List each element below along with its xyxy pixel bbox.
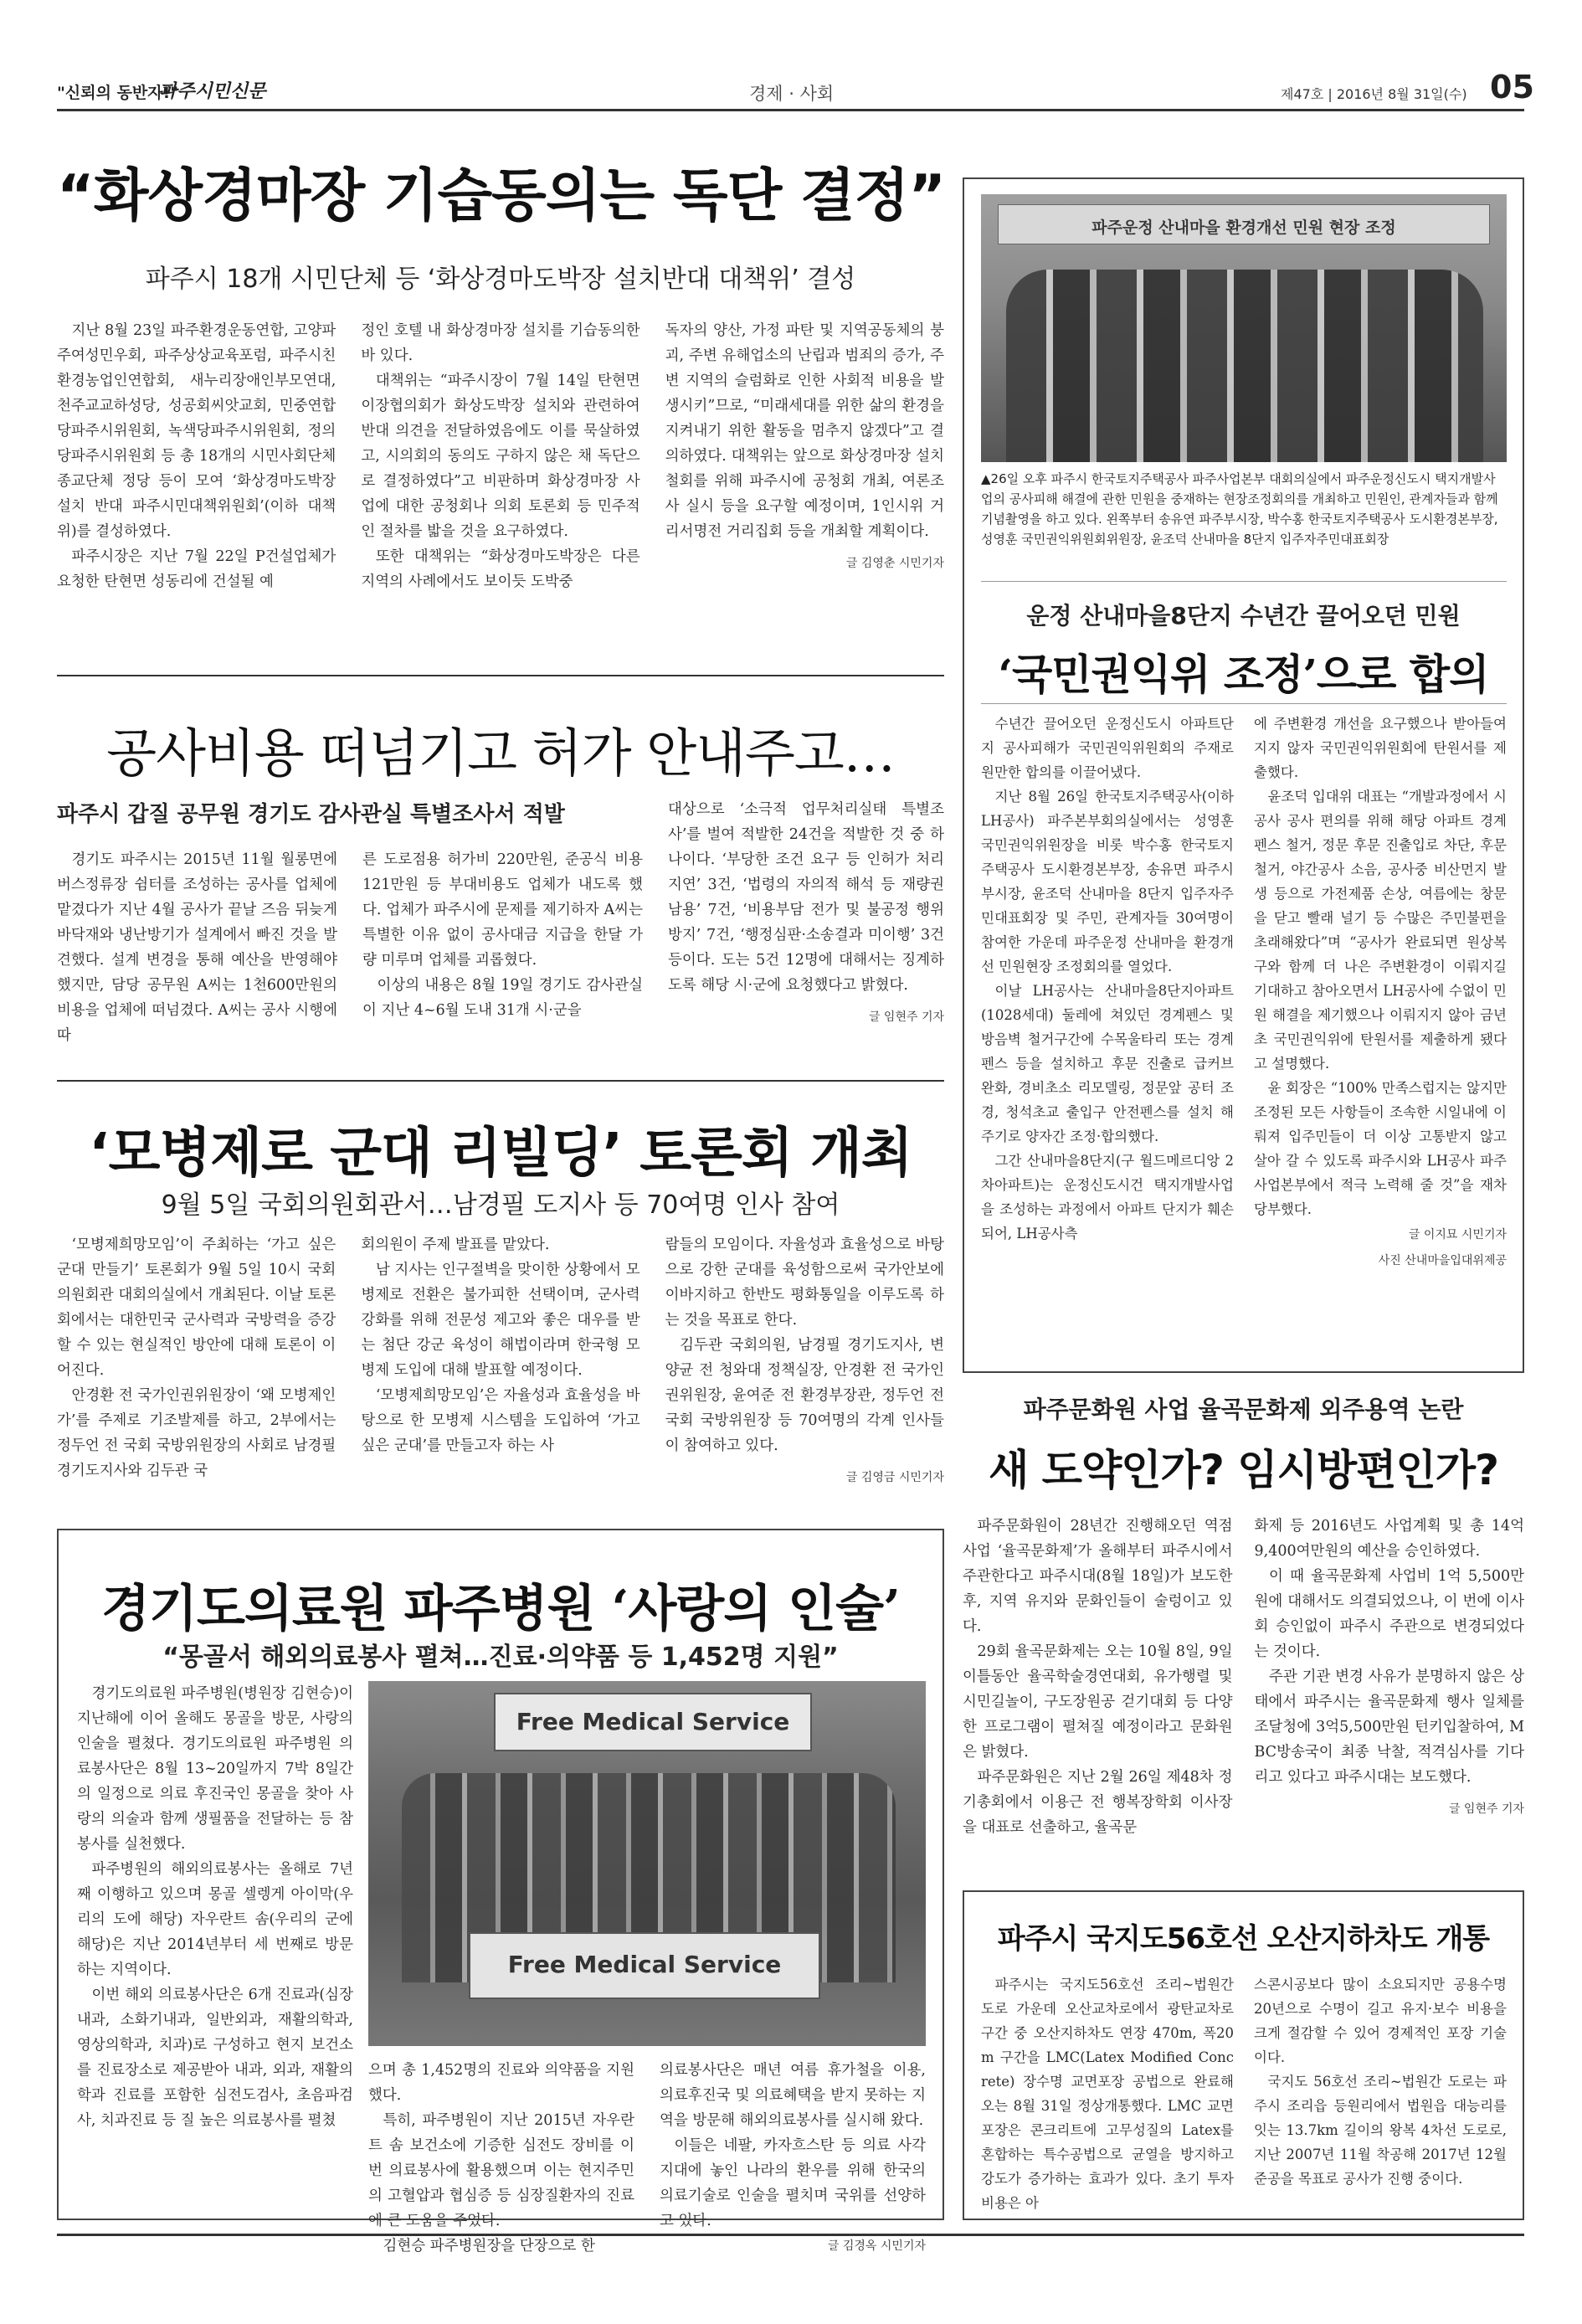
body-column: [981, 1972, 1234, 2215]
article-body: [57, 1232, 944, 1517]
paragraph: 남 지사는 인구절벽을 맞이한 상황에서 모병제로 전환은 불가피한 선택이며, 군사력 강화를 위해 전문성 제고와 좋은 대우를 받는 첨단 강군 육성이 해법이라며 한국형 모병제 도입에 대해 발표할 예정이다.: [361, 1262, 640, 1379]
paragraph: 정인 호텔 내 화상경마장 설치를 기습동의한 바 있다.: [361, 322, 640, 364]
body-column: [668, 797, 944, 1065]
body-column: [368, 2058, 634, 2255]
paragraph: 파주시는 국지도56호선 조리~법원간 도로 가운데 오산교차로에서 광탄교차로 구간 중 오산지하차도 연장 470m, 폭20m 구간을 LMC(Latex Modified Concrete) 장수명 교면포장 공법으로 완료해 오는 8월 31일 정상개통했다. LMC 교면포장은 콘크리트에 고무성질의 Latex를 혼합하는 특수공법으로 균열을 방지하고 강도가 증가하는 효과가 있다. 초기 투자비용은 아: [981, 1977, 1234, 2211]
body-column: [77, 1681, 353, 2213]
body-column: [1254, 1972, 1507, 2215]
paragraph: 파주문화원이 28년간 진행해오던 역점사업 ‘율곡문화제’가 올해부터 파주시에서 주관한다고 파주시대(8월 18일)가 보도한 후, 지역 유지와 문화인들이 술렁이고 있다.: [963, 1518, 1233, 1635]
paragraph: 의료봉사단은 매년 여름 휴가철을 이용, 의료후진국 및 의료혜택을 받지 못하는 지역을 방문해 해외의료봉사를 실시해 왔다.: [660, 2062, 926, 2129]
paragraph: 김현승 파주병원장을 단장으로 한: [383, 2238, 595, 2255]
paragraph: ‘모병제희망모임’은 자율성과 효율성을 바탕으로 한 모병제 시스템을 도입하여 ‘가고 싶은 군대’를 만들고자 하는 사: [361, 1387, 640, 1454]
article-yulgok-festival: [963, 1388, 1524, 1882]
body-column: [981, 712, 1234, 1348]
paragraph: ‘모병제희망모임’이 주최하는 ‘가고 싶은 군대 만들기’ 토론회가 9월 5일 10시 국회의원회관 대회의실에서 개최된다. 이날 토론회에서는 대한민국 군사력과 국방력을 증강할 수 있는 현실적인 방안에 대해 토론이 이어진다.: [57, 1237, 336, 1379]
paragraph: 이날 LH공사는 산내마을8단지아파트(1028세대) 둘레에 쳐있던 경계펜스 및 방음벽 철거구간에 수목울타리 또는 경계펜스 등을 설치하고 후문 진출로 급커브 완화, 경비초소 리모델링, 정문앞 공터 조경, 청석초교 출입구 안전펜스를 설치 해주기로 양자간 조정·합의했다.: [981, 983, 1234, 1144]
masthead-rule: [57, 109, 1524, 111]
divider: [981, 703, 1507, 704]
article-underpass-opening: [963, 1890, 1524, 2220]
banner-text: Free Medical Service: [516, 1708, 790, 1735]
paragraph: 안경환 전 국가인권위원장이 ‘왜 모병제인가’를 주제로 기조발제를 하고, 2부에서는 정두언 전 국회 국방위원장의 사회로 남경필 경기도지사와 김두관 국: [57, 1387, 336, 1479]
article-headline: 새 도약인가? 임시방편인가?: [988, 1446, 1499, 1494]
paragraph: 이 때 율곡문화제 사업비 1억 5,500만 원에 대해서도 의결되었으나, 이 번에 이사회 승인없이 파주시 주관으로 변경되었다는 것이다.: [1254, 1568, 1524, 1660]
banner-text: 파주운정 산내마을 환경개선 민원 현장 조정: [1091, 219, 1396, 237]
people: [1006, 270, 1483, 462]
body-column: [361, 318, 639, 636]
issue-info: 제47호 | 2016년 8월 31일(수): [1281, 86, 1467, 102]
paragraph: 그간 산내마을8단지(구 월드메르디앙 2차아파트)는 운정신도시건 택지개발사업을 조성하는 과정에서 아파트 단지가 훼손되어, LH공사측: [981, 1153, 1234, 1242]
masthead-slogan: "신뢰의 동반자!": [57, 84, 179, 102]
divider: [57, 675, 944, 676]
body-column: [665, 318, 944, 636]
paragraph: 독자의 양산, 가정 파탄 및 지역공동체의 붕괴, 주변 유해업소의 난립과 범죄의 증가, 주변 지역의 슬럼화로 인한 사회적 비용을 발생시키”므로, “미래세대를 위한 삶의 환경을 지켜내기 위한 활동을 멈추지 않겠다”고 결의하였다. 대책위는 앞으로 화상경마장 설치 철회를 위해 파주시에 공청회 개최, 여론조사 실시 등을 요구할 예정이며, 1인시위 거리서명전 거리집회 등을 개최할 계획이다.: [665, 322, 944, 540]
paragraph: 특히, 파주병원이 지난 2015년 자우란트 솜 보건소에 기증한 심전도 장비를 이번 의료봉사에 활용했으며 이는 현지주민의 고혈압과 협심증 등 심장질환자의 진료에 큰 도움을 주었다.: [368, 2112, 634, 2229]
byline: 글 임현주 기자: [868, 1010, 944, 1024]
article-construction-cost: [57, 680, 944, 1073]
article-headline: 경기도의료원 파주병원 ‘사랑의 인술’: [101, 1580, 900, 1638]
article-civil-complaint: [963, 177, 1524, 1373]
paragraph: 주관 기관 변경 사유가 분명하지 않은 상태에서 파주시는 율곡문화제 행사 일체를 조달청에 3억5,500만원 턴키입찰하여, MBC방송국이 최종 낙찰, 적격심사를 기다리고 있다고 파주시대는 보도했다.: [1254, 1668, 1524, 1786]
article-headline: 파주시 국지도56호선 오산지하차도 개통: [997, 1922, 1490, 1956]
article-medical-service: [57, 1529, 944, 2255]
paragraph: 경기도 파주시는 2015년 11월 월롱면에 버스정류장 쉼터를 조성하는 공사를 업체에 맡겼다가 지난 4월 공사가 끝날 즈음 뒤늦게 바닥재와 냉난방기가 설계에서 빠진 것을 발견했다. 설계 변경을 통해 예산을 반영해야 했지만, 담당 공무원 A씨는 1천600만원의 비용을 업체에 떠넘겼다. A씨는 공사 시행에 따: [57, 851, 337, 1044]
masthead-paper-name: 파주시민신문: [159, 80, 266, 102]
paragraph: 대상으로 ‘소극적 업무처리실태 특별조사’를 벌여 적발한 24건을 적발한 것 중 하나이다. ‘부당한 조건 요구 등 인허가 처리 지연’ 3건, ‘법령의 자의적 해석 등 재량권 남용’ 7건, ‘비용부담 전가 및 불공정 행위 방지’ 7건, ‘행정심판·소송결과 미이행’ 3건 등이다. 도는 5건 12명에 대해서는 징계하도록 해당 시·군에 요청했다고 밝혔다.: [668, 801, 944, 994]
paragraph: 지난 8월 23일 파주환경운동연합, 고양파주여성민우회, 파주상상교육포럼, 파주시친환경농업인연합회, 새누리장애인부모연대, 천주교교하성당, 성공회씨앗교회, 민중연합당파주시위원회, 녹색당파주시위원회, 정의당파주시위원회 등 총 18개의 시민사회단체 종교단체 정당 등이 모여 ‘화상경마도박장 설치 반대 파주시민대책위원회’(이하 대책위)를 결성하였다.: [57, 322, 336, 540]
section-label: 경제 · 사회: [749, 84, 835, 104]
body-column: [362, 847, 643, 1065]
body-column: [57, 318, 336, 636]
paragraph: 에 주변환경 개선을 요구했으나 받아들여지지 않자 국민권익위원회에 탄원서를 제출했다.: [1254, 716, 1507, 780]
paragraph: 른 도로점용 허가비 220만원, 준공식 비용 121만원 등 부대비용도 업체가 내도록 했다. 업체가 파주시에 문제를 제기하자 A씨는 특별한 이유 없이 공사대금 지급을 한달 가량 미루며 업체를 괴롭혔다.: [362, 851, 643, 969]
article-headline: 공사비용 떠넘기고 허가 안내주고…: [106, 722, 895, 784]
paragraph: 이상의 내용은 8월 19일 경기도 감사관실이 지난 4~6월 도내 31개 시·군을: [362, 977, 643, 1019]
banner-text: Free Medical Service: [507, 1951, 782, 1978]
byline: 글 임현주 기자: [1448, 1802, 1524, 1816]
banner: [494, 1693, 812, 1751]
body-column: [1254, 712, 1507, 1348]
article-conscription-forum: [57, 1085, 944, 1520]
banner: [998, 204, 1490, 244]
body-column: [57, 1232, 336, 1517]
paragraph: 파주병원의 해외의료봉사는 올해로 7년째 이행하고 있으며 몽골 셀렝게 아이막(우리의 도에 해당) 자우란트 솜(우리의 군에 해당)은 지난 2014년부터 세 번째로 방문하는 지역이다.: [77, 1861, 353, 1978]
ceremony-photo: [981, 194, 1507, 462]
paragraph: 수년간 끌어오던 운정신도시 아파트단지 공사피해가 국민권익위원회의 주재로 원만한 합의를 이끌어냈다.: [981, 716, 1234, 780]
paragraph: 윤 회장은 “100% 만족스럽지는 않지만 조정된 모든 사항들이 조속한 시일내에 이뤄져 입주민들이 더 이상 고통받지 않고 살아 갈 수 있도록 파주시와 LH공사 파주사업본부에서 적극 노력해 줄 것”을 재차 당부했다.: [1254, 1080, 1507, 1217]
article-headline: “화상경마장 기습동의는 독단 결정”: [57, 163, 946, 229]
body-column: [361, 1232, 639, 1517]
divider: [57, 1080, 944, 1082]
article-headline: ‘모병제로 군대 리빌딩’ 토론회 개최: [89, 1123, 912, 1185]
article-body: [57, 847, 643, 1065]
byline: 글 김영춘 시민기자: [845, 557, 944, 570]
article-body: [981, 1972, 1507, 2215]
byline: 글 김영금 시민기자: [845, 1471, 944, 1484]
footer-rule: [57, 2234, 1524, 2236]
paragraph: 29회 율곡문화제는 오는 10월 8일, 9일 이틀동안 율곡학술경연대회, 유가행렬 및 시민길놀이, 구도장원공 걷기대회 등 다양한 프로그램이 펼쳐질 예정이라고 문화원은 밝혔다.: [963, 1643, 1233, 1761]
article-kicker: 파주문화원 사업 율곡문화제 외주용역 논란: [1023, 1396, 1464, 1423]
paragraph: 국지도 56호선 조리~법원간 도로는 파주시 조리읍 등원리에서 법원읍 대능리를 잇는 13.7km 길이의 왕복 4차선 도로로, 지난 2007년 11월 착공해 2017년 12월 준공을 목표로 공사가 진행 중이다.: [1254, 2074, 1507, 2187]
article-subhead: 파주시 갑질 공무원 경기도 감사관실 특별조사서 적발: [57, 802, 565, 827]
paragraph: 또한 대책위는 “화상경마도박장은 다른 지역의 사례에서도 보이듯 도박중: [361, 548, 640, 590]
photo-credit: 사진 산내마을입대위제공: [1378, 1254, 1507, 1267]
photo-caption: ▲26일 오후 파주시 한국토지주택공사 파주사업본부 대회의실에서 파주운정신도시 택지개발사업의 공사피해 해결에 관한 민원을 중재하는 현장조정회의를 개최하고 민원인, 관계자들과 함께 기념촬영을 하고 있다. 왼쪽부터 송유연 파주부시장, 박수홍 한국토지주택공사 도시환경본부장, 성영훈 국민권익위원회위원장, 윤조덕 산내마을 8단지 입주자주민대표회장: [981, 471, 1498, 547]
article-subhead: “몽골서 해외의료봉사 펼쳐…진료·의약품 등 1,452명 지원”: [162, 1643, 839, 1672]
paragraph: 파주시장은 지난 7월 22일 P건설업체가 요청한 탄현면 성동리에 건설될 예: [57, 548, 336, 590]
byline: 글 김경옥 시민기자: [827, 2239, 926, 2253]
paragraph: 윤조덕 입대위 대표는 “개발과정에서 시공사 공사 편의를 위해 해당 아파트 경계펜스 철거, 정문 후문 진출입로 차단, 후문 철거, 야간공사 소음, 공사중 비산먼지 발생 등으로 가전제품 손상, 여름에는 창문을 닫고 빨래 널기 등 수많은 주민불편을 초래해왔다”며 “공사가 완료되면 원상복구와 함께 더 나은 주변환경이 이뤄지길 기대하고 참아오면서 LH공사에 수없이 민원 해결을 제기했으나 이뤄지지 않아 금년 초 국민권익위에 탄원서를 제출하게 됐다고 설명했다.: [1254, 789, 1507, 1072]
paragraph: 스콘시공보다 많이 소요되지만 공용수명 20년으로 수명이 길고 유지·보수 비용을 크게 절감할 수 있어 경제적인 포장 기술이다.: [1254, 1977, 1507, 2065]
paragraph: 김두관 국회의원, 남경필 경기도지사, 변양균 전 청와대 정책실장, 안경환 전 국가인권위원장, 윤여준 전 환경부장관, 정두언 전 국회 국방위원장 등 70여명의 각계 인사들이 참여하고 있다.: [665, 1337, 944, 1454]
article-body: [368, 2058, 926, 2255]
body-column: [665, 1232, 944, 1517]
banner: [469, 1932, 820, 1999]
body-column: [57, 847, 337, 1065]
article-body: [57, 318, 944, 636]
paragraph: 화제 등 2016년도 사업계획 및 총 14억 9,400여만원의 예산을 승인하였다.: [1254, 1518, 1524, 1560]
article-kicker: 운정 산내마을8단지 수년간 끌어오던 민원: [1026, 602, 1461, 630]
divider: [981, 581, 1507, 582]
body-column: [660, 2058, 926, 2253]
paragraph: 파주문화원은 지난 2월 26일 제48차 정기총회에서 이용근 전 행복장학회 이사장을 대표로 선출하고, 율곡문: [963, 1769, 1233, 1836]
article-body: [981, 712, 1507, 1348]
paragraph: 으며 총 1,452명의 진료와 의약품을 지원했다.: [368, 2062, 634, 2104]
byline: 글 이지묘 시민기자: [1408, 1228, 1507, 1242]
article-horse-racing: [57, 117, 944, 653]
body-column: [963, 1514, 1233, 1865]
article-subhead: 9월 5일 국회의원회관서…남경필 도지사 등 70여명 인사 참여: [161, 1190, 840, 1220]
paragraph: 경기도의료원 파주병원(병원장 김현승)이 지난해에 이어 올해도 몽골을 방문, 사랑의 인술을 펼쳤다. 경기도의료원 파주병원 의료봉사단은 8월 13~20일까지 7박 8일간의 일정으로 의료 후진국인 몽골을 찾아 사랑의 의술과 함께 생필품을 전달하는 등 참봉사를 실천했다.: [77, 1685, 353, 1853]
medical-team-photo: [368, 1681, 926, 2046]
body-column: [1255, 1514, 1525, 1865]
page-number: 05: [1490, 69, 1534, 105]
article-headline: ‘국민권익위 조정’으로 합의: [998, 650, 1489, 699]
paragraph: 회의원이 주제 발표를 맡았다.: [361, 1237, 550, 1253]
paragraph: 대책위는 “파주시장이 7월 14일 탄현면 이장협의회가 화상도박장 설치와 관련하여 반대 의견을 전달하였음에도 이를 묵살하였고, 시의회의 동의도 구하지 않은 채 독단으로 결정하였다”고 비판하며 화상경마장 사업에 대한 공청회나 의회 토론회 등 민주적인 절차를 밟을 것을 요구하였다.: [361, 373, 640, 540]
paragraph: 람들의 모임이다. 자율성과 효율성으로 바탕으로 강한 군대를 육성함으로써 국가안보에 이바지하고 한반도 평화통일을 이루도록 하는 것을 목표로 한다.: [665, 1237, 944, 1329]
paragraph: 지난 8월 26일 한국토지주택공사(이하 LH공사) 파주본부회의실에서는 성영훈 국민권익위원장을 비롯 박수홍 한국토지주택공사 도시환경본부장, 송유면 파주시부시장, 윤조덕 산내마을 8단지 입주자주민대표회장 및 주민, 관계자들 30여명이 참여한 가운데 파주운정 산내마을 환경개선 민원현장 조정회의를 열었다.: [981, 789, 1234, 974]
paragraph: 이들은 네팔, 카자흐스탄 등 의료 사각지대에 놓인 나라의 환우를 위해 한국의 의료기술로 인술을 펼치며 국위를 선양하고 있다.: [660, 2137, 926, 2229]
article-subhead: 파주시 18개 시민단체 등 ‘화상경마도박장 설치반대 대책위’ 결성: [145, 265, 856, 294]
article-body: [963, 1514, 1524, 1865]
paragraph: 이번 해외 의료봉사단은 6개 진료과(심장내과, 소화기내과, 일반외과, 재활의학과, 영상의학과, 치과)로 구성하고 현지 보건소를 진료장소로 제공받아 내과, 외과, 재활의학과 진료를 포함한 심전도검사, 초음파검사, 치과진료 등 질 높은 의료봉사를 펼쳤: [77, 1987, 353, 2129]
